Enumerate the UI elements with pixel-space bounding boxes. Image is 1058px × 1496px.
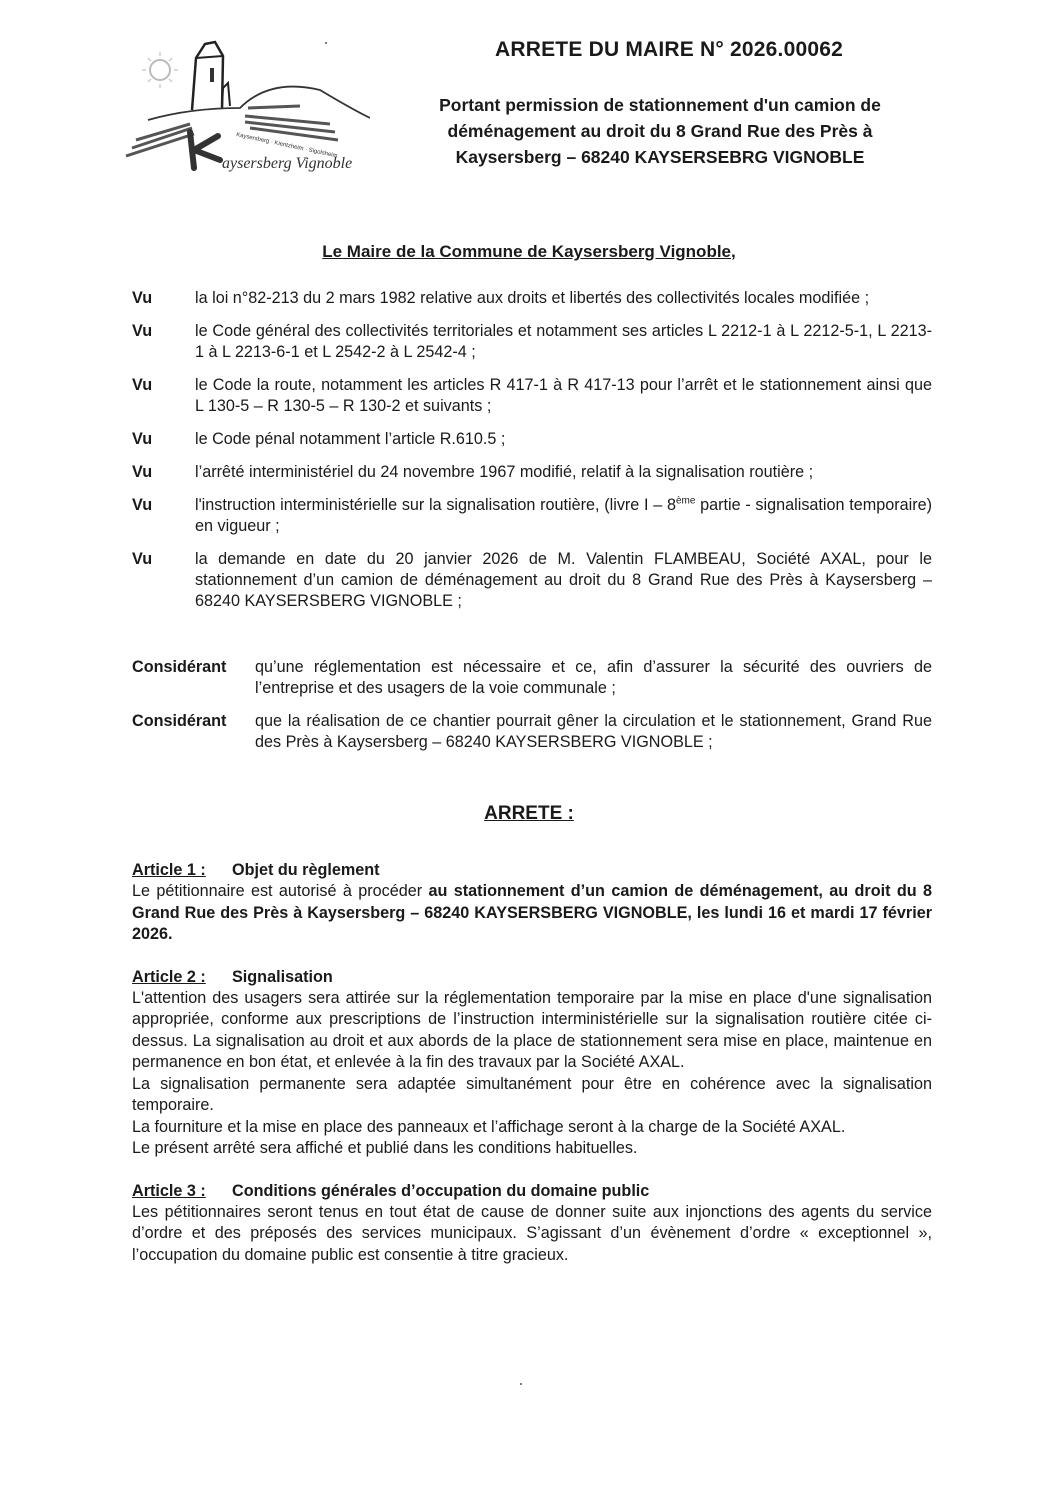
- article-heading: [132, 1181, 932, 1202]
- article-body: [132, 988, 932, 1160]
- considerant-label: Considérant: [132, 658, 227, 676]
- commune-logo: [110, 28, 370, 178]
- vu-text: le Code la route, notamment les articles R 417-1 à R 417-13 pour l’arrêt et le stationnement ainsi que L 130-5 – R 130-5 – R 130-2 et suivants ;: [195, 376, 932, 415]
- vu-label: Vu: [132, 322, 153, 340]
- article-title: Conditions générales d’occupation du domaine public: [232, 1181, 650, 1200]
- vu-item: [132, 288, 932, 309]
- article-paragraph: [132, 881, 932, 946]
- vu-label: Vu: [132, 550, 153, 568]
- article-paragraph: La signalisation permanente sera adaptée simultanément pour être en cohérence avec la signalisation temporaire.: [132, 1074, 932, 1114]
- subtitle-line: déménagement au droit du 8 Grand Rue des Près à: [447, 121, 873, 141]
- tower-vineyard-logo-icon: [110, 28, 370, 178]
- subtitle-line: Portant permission de stationnement d'un camion de: [439, 95, 881, 115]
- article-number: Article 1 :: [132, 861, 206, 879]
- article-text-bold: au stationnement d’un camion de déménagement, au droit du 8 Grand Rue des Près à Kaysersberg – 68240 KAYSERSBERG VIGNOBLE, les lundi 16 et mardi 17 février 2026.: [132, 882, 932, 943]
- decree-title: ARRETE DU MAIRE N° 2026.00062: [495, 38, 843, 61]
- vu-label: Vu: [132, 289, 153, 307]
- vu-text: la demande en date du 20 janvier 2026 de M. Valentin FLAMBEAU, Société AXAL, pour le stationnement d’un camion de déménagement au droit du 8 Grand Rue des Près à Kaysersberg – 68240 KAYSERSBERG VIGNOBLE ;: [195, 550, 932, 610]
- mayor-heading-text: Le Maire de la Commune de Kaysersberg Vignoble,: [322, 242, 736, 261]
- vu-item: [132, 321, 932, 363]
- scan-speck: [520, 1383, 522, 1385]
- article-paragraph: La fourniture et la mise en place des panneaux et l’affichage seront à la charge de la Société AXAL.: [132, 1117, 846, 1136]
- article-body: [132, 1202, 932, 1267]
- article-2: [132, 967, 932, 1160]
- vu-item: [132, 462, 932, 483]
- considerant-label: Considérant: [132, 712, 227, 730]
- scan-speck: [325, 42, 327, 44]
- considerant-text: que la réalisation de ce chantier pourrait gêner la circulation et le stationnement, Grand Rue des Près à Kaysersberg – 68240 KAYSERSBERG VIGNOBLE ;: [255, 712, 932, 751]
- vu-list: [132, 288, 932, 624]
- vu-label: Vu: [132, 376, 153, 394]
- article-number: Article 2 :: [132, 967, 206, 986]
- decree-subtitle: [400, 92, 920, 170]
- vu-text: la loi n°82-213 du 2 mars 1982 relative aux droits et libertés des collectivités locales modifiée ;: [195, 289, 870, 307]
- vu-label: Vu: [132, 496, 153, 514]
- vu-item: [132, 375, 932, 417]
- vu-item: [132, 495, 932, 537]
- vu-text-part: partie - signalisation temporaire) en vigueur ;: [195, 496, 932, 535]
- vu-item: [132, 549, 932, 612]
- article-3: [132, 1181, 932, 1267]
- considerant-list: [132, 657, 932, 765]
- article-heading: [132, 967, 932, 988]
- vu-text-part: l'instruction interministérielle sur la signalisation routière, (livre I – 8: [195, 496, 676, 514]
- article-body: [132, 881, 932, 946]
- article-paragraph: Les pétitionnaires seront tenus en tout état de cause de donner suite aux injonctions des agents du service d’ordre et des préposés des services municipaux. S’agissant d’un évènement d’ordre « exceptionnel », l’occupation du domaine public est consentie à titre gracieux.: [132, 1202, 932, 1264]
- title-block: [400, 38, 920, 170]
- article-text: Le pétitionnaire est autorisé à procéder: [132, 882, 429, 900]
- vu-label: Vu: [132, 430, 153, 448]
- svg-text:aysersberg Vignoble: aysersberg Vignoble: [222, 155, 353, 172]
- considerant-text: qu’une réglementation est nécessaire et ce, afin d’assurer la sécurité des ouvriers de l’entreprise et des usagers de la voie communale ;: [255, 658, 932, 697]
- considerant-item: [132, 711, 932, 753]
- arrete-heading-text: ARRETE :: [484, 803, 574, 824]
- vu-text: le Code général des collectivités territoriales et notamment ses articles L 2212-1 à L 2212-5-1, L 2213-1 à L 2213-6-1 et L 2542-2 à L 2542-4 ;: [195, 322, 932, 361]
- articles: [132, 860, 932, 1287]
- article-paragraph: Le présent arrêté sera affiché et publié dans les conditions habituelles.: [132, 1139, 638, 1157]
- subtitle-line: Kaysersberg – 68240 KAYSERSEBRG VIGNOBLE: [455, 147, 865, 167]
- article-heading: [132, 860, 932, 881]
- article-1: [132, 860, 932, 946]
- logo-tagline: Kaysersberg · Kientzheim · Sigolsheim: [235, 132, 338, 160]
- article-title: Signalisation: [232, 967, 333, 986]
- article-title: Objet du règlement: [232, 861, 380, 879]
- considerant-item: [132, 657, 932, 699]
- vu-label: Vu: [132, 463, 153, 481]
- article-paragraph: L'attention des usagers sera attirée sur la réglementation temporaire par la mise en place d'une signalisation appropriée, conforme aux prescriptions de l’instruction interministérielle sur la signalisation routière citée ci-dessus. La signalisation au droit et aux abords de la place de stationnement sera mise en place, maintenue en permanence en bon état, et enlevée à la fin des travaux par la Société AXAL.: [132, 988, 932, 1071]
- arrete-heading: [0, 803, 1058, 825]
- vu-text: [195, 495, 932, 537]
- article-number: Article 3 :: [132, 1181, 206, 1200]
- vu-text: l’arrêté interministériel du 24 novembre 1967 modifié, relatif à la signalisation routière ;: [195, 463, 814, 481]
- vu-item: [132, 429, 932, 450]
- superscript-ordinal: ème: [675, 495, 696, 507]
- vu-text: le Code pénal notamment l’article R.610.5 ;: [195, 430, 506, 448]
- mayor-heading: [0, 242, 1058, 262]
